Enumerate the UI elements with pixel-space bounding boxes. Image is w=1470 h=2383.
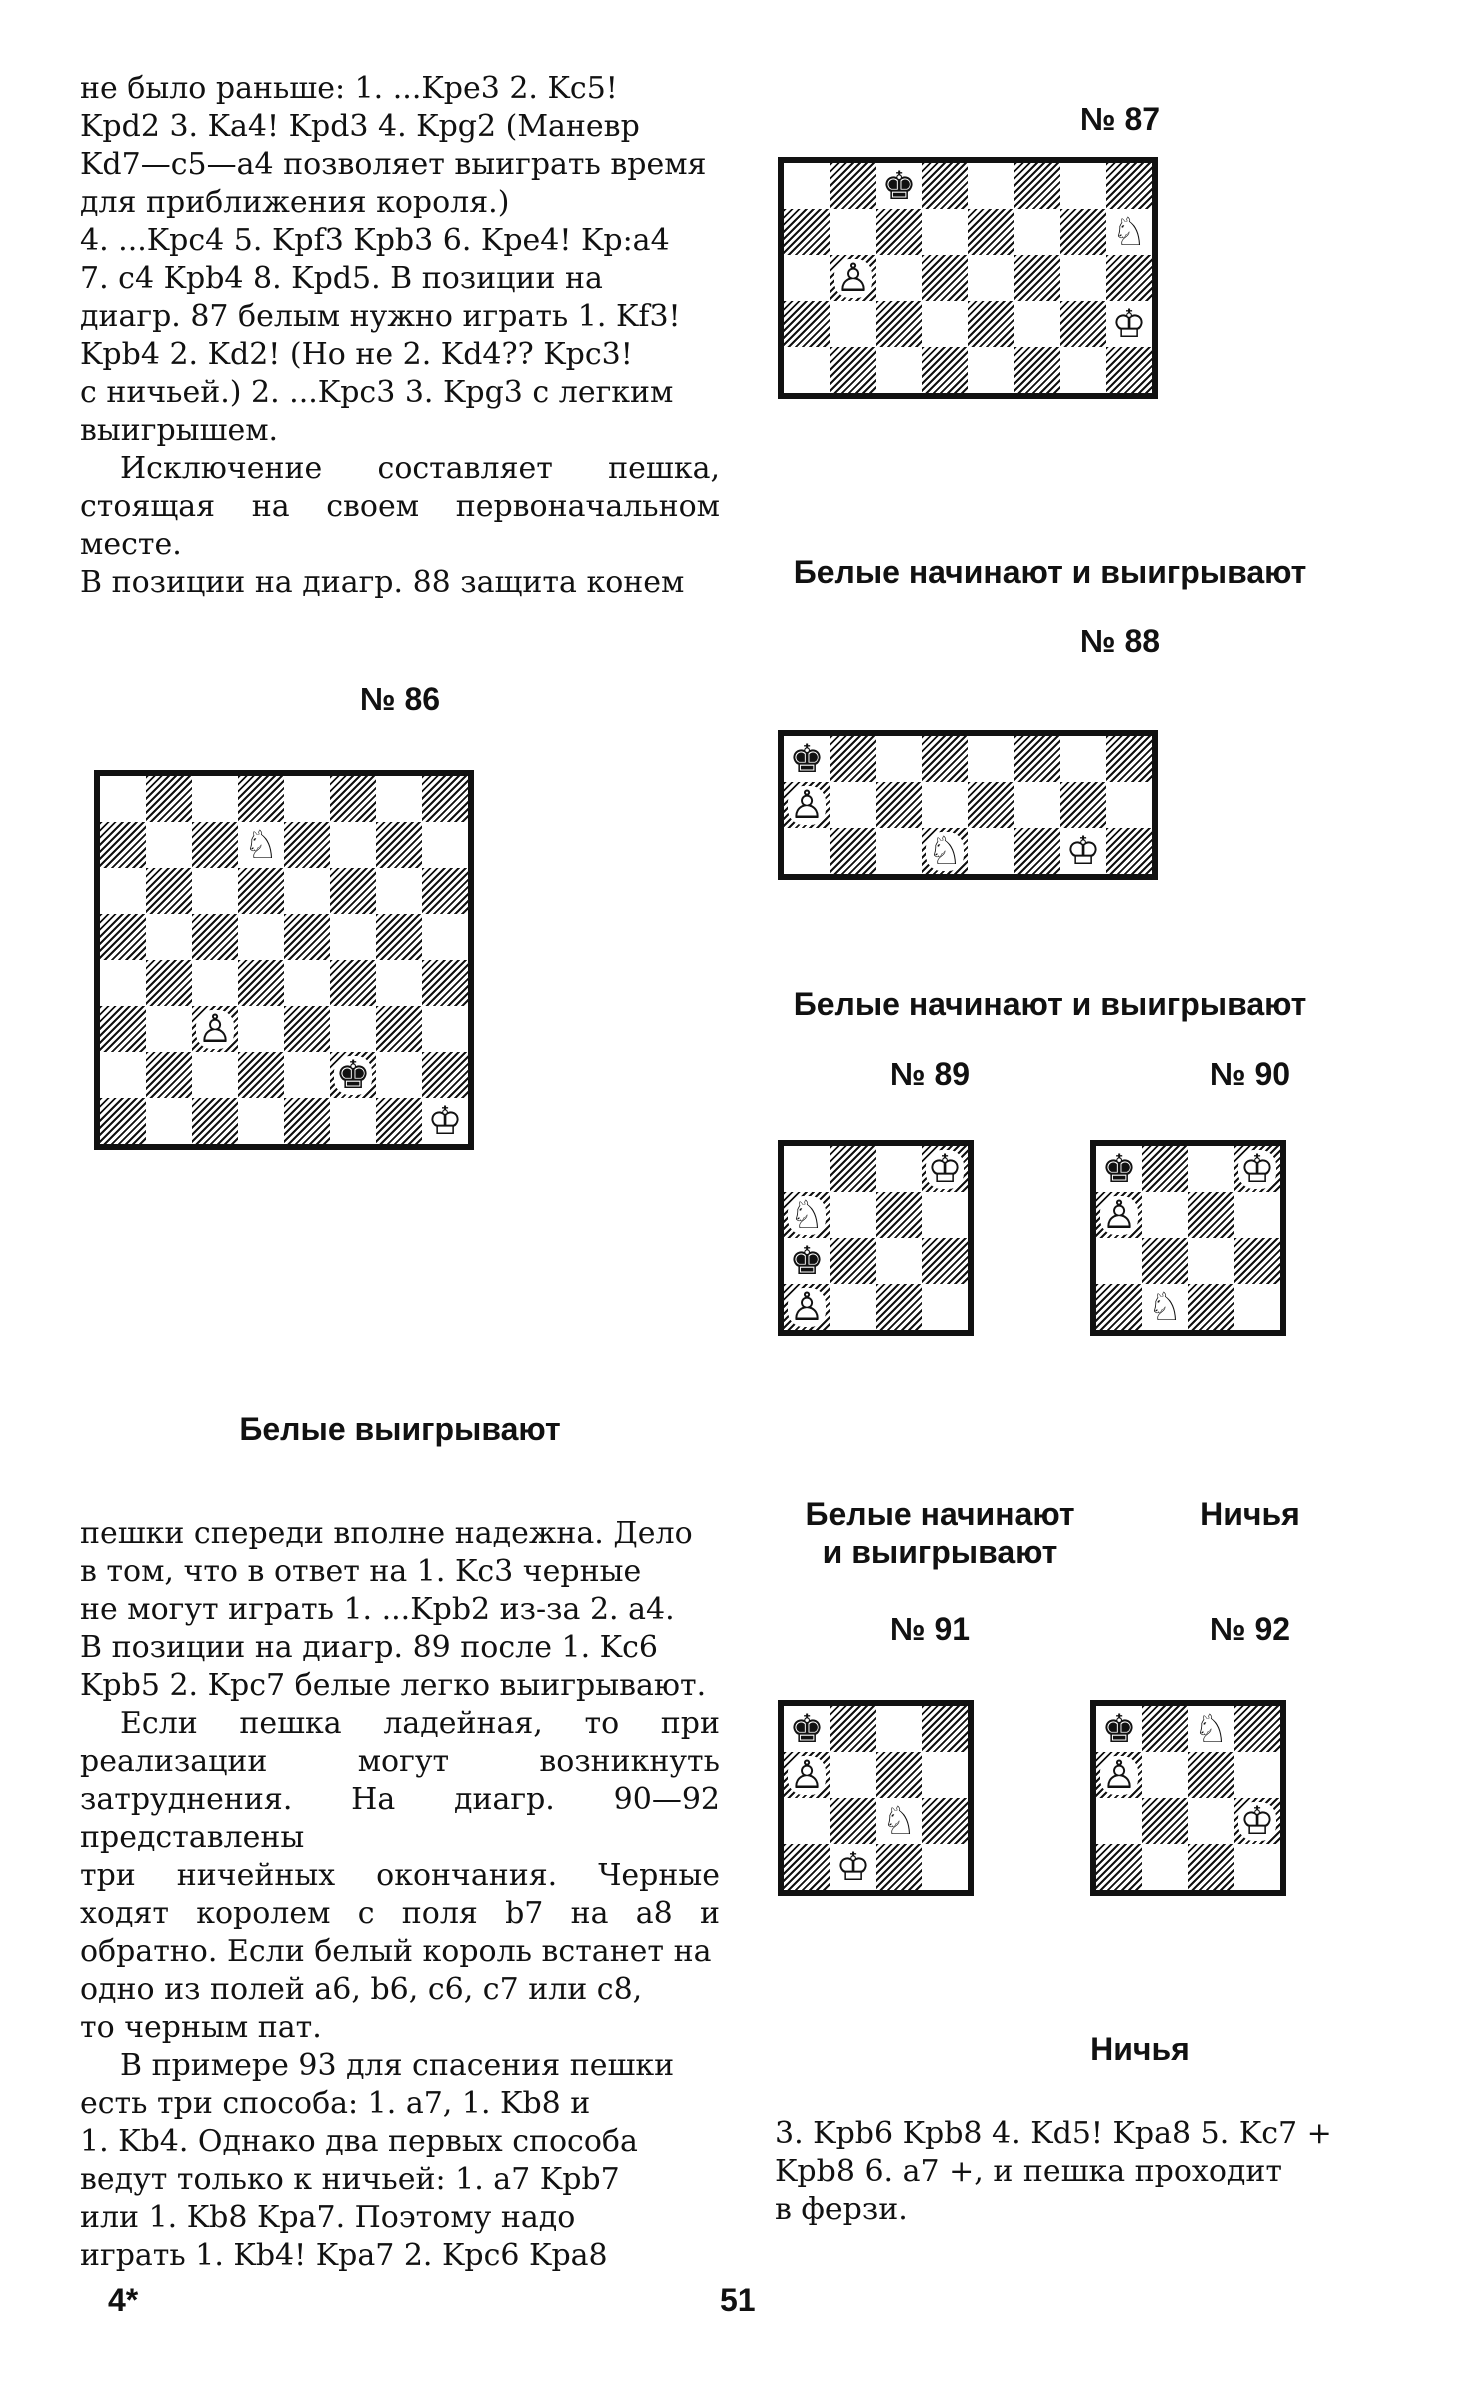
board-square: [1096, 1238, 1142, 1284]
board-square: [830, 782, 876, 828]
board-square: [1188, 1192, 1234, 1238]
board-square: [284, 1006, 330, 1052]
white-knight-icon: ♘: [1111, 209, 1147, 255]
board-square: [876, 828, 922, 874]
board-square: [1142, 1284, 1188, 1330]
black-king-icon: ♚: [335, 1052, 371, 1098]
chess-board: [94, 770, 474, 1150]
board-square: [1142, 1192, 1188, 1238]
board-square: [238, 960, 284, 1006]
paragraph: 3. Kpb6 Kpb8 4. Kd5! Kpa8 5. Kc7 + Kpb8 6. a7 +, и пешка проходит в ферзи.: [775, 2116, 1332, 2227]
board-square: [830, 1146, 876, 1192]
board-square: [422, 960, 468, 1006]
board-square: [422, 1052, 468, 1098]
white-king-icon: [1234, 1146, 1280, 1192]
board-square: [100, 1052, 146, 1098]
board-square: [968, 736, 1014, 782]
board-square: [100, 776, 146, 822]
board-square: [830, 347, 876, 393]
board-square: [1234, 1192, 1280, 1238]
board-square: [1234, 1844, 1280, 1890]
board-square: [922, 1238, 968, 1284]
white-pawn-icon: [192, 1006, 238, 1052]
board-square: [1188, 1798, 1234, 1844]
board-square: [376, 868, 422, 914]
board-square: [422, 1006, 468, 1052]
board-square: [146, 776, 192, 822]
board-square: [784, 1706, 830, 1752]
board-square: [1234, 1238, 1280, 1284]
black-king-icon: [1096, 1146, 1142, 1192]
black-king-icon: [784, 1706, 830, 1752]
board-square: [784, 736, 830, 782]
board-square: [1014, 347, 1060, 393]
board-square: [922, 1706, 968, 1752]
board-square: [876, 1752, 922, 1798]
white-king-icon: ♔: [927, 1146, 963, 1192]
board-square: [1014, 209, 1060, 255]
diagram-number: № 91: [889, 1611, 971, 1647]
page-number: 51: [720, 2282, 756, 2318]
white-king-icon: [922, 1146, 968, 1192]
board-square: [192, 1006, 238, 1052]
white-knight-icon: [238, 822, 284, 868]
board-square: [922, 1284, 968, 1330]
board-square: [876, 301, 922, 347]
board-square: [192, 868, 238, 914]
white-king-icon: [1106, 301, 1152, 347]
board-square: [968, 255, 1014, 301]
board-square: [830, 209, 876, 255]
board-square: [1096, 1798, 1142, 1844]
white-knight-icon: ♘: [927, 828, 963, 874]
board-square: [784, 1238, 830, 1284]
white-pawn-icon: ♙: [835, 255, 871, 301]
black-king-icon: [784, 736, 830, 782]
board-square: [330, 914, 376, 960]
white-pawn-icon: [830, 255, 876, 301]
board-square: [1060, 255, 1106, 301]
board-square: [330, 1098, 376, 1144]
board-square: [876, 1798, 922, 1844]
chess-board: [778, 1700, 974, 1896]
board-square: [876, 1146, 922, 1192]
board-square: [422, 776, 468, 822]
board-square: [968, 347, 1014, 393]
black-king-icon: ♚: [789, 1706, 825, 1752]
board-square: [1014, 163, 1060, 209]
board-square: [192, 822, 238, 868]
board-square: [1096, 1284, 1142, 1330]
board-square: [784, 782, 830, 828]
white-king-icon: [830, 1844, 876, 1890]
board-square: [784, 1798, 830, 1844]
board-square: [1142, 1238, 1188, 1284]
board-square: [784, 301, 830, 347]
white-king-icon: ♔: [1065, 828, 1101, 874]
board-square: [238, 822, 284, 868]
white-pawn-icon: [1096, 1192, 1142, 1238]
board-square: [784, 255, 830, 301]
white-knight-icon: ♘: [1147, 1284, 1183, 1330]
board-square: [1060, 347, 1106, 393]
board-square: [192, 1098, 238, 1144]
board-square: [100, 914, 146, 960]
board-square: [876, 163, 922, 209]
board-square: [376, 1006, 422, 1052]
board-square: [784, 163, 830, 209]
board-square: [784, 1146, 830, 1192]
board-square: [922, 347, 968, 393]
board-square: [192, 914, 238, 960]
board-square: [784, 1844, 830, 1890]
board-square: [968, 163, 1014, 209]
black-king-icon: [330, 1052, 376, 1098]
chess-board: [1090, 1140, 1286, 1336]
white-pawn-icon: ♙: [197, 1006, 233, 1052]
board-square: [100, 1098, 146, 1144]
board-square: [192, 1052, 238, 1098]
board-square: [1188, 1146, 1234, 1192]
white-king-icon: ♔: [1239, 1146, 1275, 1192]
white-pawn-icon: [784, 1284, 830, 1330]
white-king-icon: ♔: [1111, 301, 1147, 347]
board-square: [376, 822, 422, 868]
white-king-icon: [1060, 828, 1106, 874]
black-king-icon: ♚: [789, 1238, 825, 1284]
diagram-caption: Белые начинают и выигрывают: [793, 986, 1307, 1022]
board-square: [1142, 1798, 1188, 1844]
board-square: [876, 782, 922, 828]
board-square: [146, 822, 192, 868]
white-knight-icon: [922, 828, 968, 874]
board-square: [146, 1052, 192, 1098]
board-square: [922, 1798, 968, 1844]
board-square: [1106, 163, 1152, 209]
black-king-icon: ♚: [881, 163, 917, 209]
board-square: [422, 1098, 468, 1144]
diagram-number: № 89: [889, 1056, 971, 1092]
board-square: [784, 1752, 830, 1798]
board-square: [238, 1006, 284, 1052]
board-square: [1060, 828, 1106, 874]
black-king-icon: [1096, 1706, 1142, 1752]
board-square: [238, 868, 284, 914]
board-square: [284, 822, 330, 868]
board-square: [1234, 1706, 1280, 1752]
board-square: [1142, 1844, 1188, 1890]
board-square: [192, 776, 238, 822]
diagram-caption: Ничья: [1090, 2031, 1190, 2067]
board-square: [1188, 1844, 1234, 1890]
board-square: [830, 1752, 876, 1798]
white-knight-icon: [876, 1798, 922, 1844]
white-king-icon: ♔: [1239, 1798, 1275, 1844]
board-square: [1096, 1752, 1142, 1798]
paragraph: пешки спереди вполне надежна. Дело в том, что в ответ на 1. Kc3 черные не могут играть 1. ...Kpb2 из-за 2. a4. В позиции на диагр. 89 после 1. Kc6 Kpb5 2. Kpc7 белые легко выигрывают.: [80, 1516, 707, 1703]
board-square: [1106, 301, 1152, 347]
white-knight-icon: [1106, 209, 1152, 255]
white-pawn-icon: [784, 782, 830, 828]
black-king-icon: ♚: [1101, 1146, 1137, 1192]
board-square: [784, 209, 830, 255]
board-square: [376, 960, 422, 1006]
board-square: [876, 1238, 922, 1284]
board-square: [922, 828, 968, 874]
paragraph: В примере 93 для спасения пешки есть три способа: 1. a7, 1. Kb8 и 1. Kb4. Однако два первых способа ведут только к ничьей: 1. a7 Kpb7 или 1. Kb8 Kpa7. Поэтому надо играть 1. Kb4! Kpa7 2. Kpc6 Kpa8: [80, 2048, 675, 2273]
diagram-number: № 88: [1079, 623, 1161, 659]
board-square: [784, 1192, 830, 1238]
chess-board: [778, 157, 1158, 399]
board-square: [330, 776, 376, 822]
board-square: [1142, 1146, 1188, 1192]
board-square: [1014, 782, 1060, 828]
board-square: [784, 828, 830, 874]
board-square: [146, 1006, 192, 1052]
board-square: [1060, 163, 1106, 209]
board-square: [146, 914, 192, 960]
board-square: [1096, 1706, 1142, 1752]
board-square: [100, 868, 146, 914]
white-pawn-icon: [1096, 1752, 1142, 1798]
board-square: [284, 868, 330, 914]
board-square: [1106, 828, 1152, 874]
board-square: [284, 914, 330, 960]
board-square: [830, 1238, 876, 1284]
board-square: [1060, 209, 1106, 255]
board-square: [1096, 1844, 1142, 1890]
white-king-icon: ♔: [835, 1844, 871, 1890]
board-square: [1188, 1752, 1234, 1798]
board-square: [922, 736, 968, 782]
white-knight-icon: [1142, 1284, 1188, 1330]
board-square: [830, 255, 876, 301]
board-square: [1106, 255, 1152, 301]
board-square: [192, 960, 238, 1006]
board-square: [376, 1098, 422, 1144]
paragraph: Если пешка ладейная, то при реализации могут возникнуть затруднения. На диагр. 90—92 представлены три ничейных окончания. Черные ходят королем с поля b7 на a8 и обратно. Если белый король встанет на одно из полей a6, b6, c6, c7 или c8, то черным пат.: [80, 1706, 720, 2045]
board-square: [330, 822, 376, 868]
board-square: [376, 1052, 422, 1098]
diagram-number: № 92: [1209, 1611, 1291, 1647]
board-square: [830, 163, 876, 209]
white-knight-icon: [784, 1192, 830, 1238]
diagram-caption: Белые начинают и выигрывают: [793, 554, 1307, 590]
board-square: [330, 960, 376, 1006]
board-square: [1234, 1798, 1280, 1844]
left-column-bottom: [80, 1515, 720, 2275]
board-square: [876, 1844, 922, 1890]
white-knight-icon: ♘: [881, 1798, 917, 1844]
diagram-caption: Белые выигрывают: [239, 1411, 561, 1447]
board-square: [830, 736, 876, 782]
board-square: [922, 1192, 968, 1238]
board-square: [238, 1052, 284, 1098]
board-square: [876, 1192, 922, 1238]
board-square: [876, 736, 922, 782]
board-square: [1106, 347, 1152, 393]
white-king-icon: ♔: [427, 1098, 463, 1144]
board-square: [146, 960, 192, 1006]
board-square: [1014, 301, 1060, 347]
board-square: [968, 209, 1014, 255]
paragraph: не было раньше: 1. ...Kpe3 2. Kc5! Kpd2 3. Ka4! Kpd3 4. Kpg2 (Маневр Kd7—c5—a4 позволяет выиграть время для приближения короля.) 4. ...Kpc4 5. Kpf3 Kpb3 6. Kpe4! Kp:a4 7. c4 Kpb4 8. Kpd5. В позиции на диагр. 87 белым нужно играть 1. Kf3! Kpb4 2. Kd2! (Но не 2. Kd4?? Kpc3! с ничьей.) 2. ...Kpc3 3. Kpg3 с легким выигрышем.: [80, 71, 707, 448]
board-square: [376, 776, 422, 822]
board-square: [284, 1052, 330, 1098]
board-square: [100, 822, 146, 868]
board-square: [1060, 782, 1106, 828]
board-square: [1096, 1146, 1142, 1192]
board-square: [1234, 1146, 1280, 1192]
board-square: [830, 1706, 876, 1752]
white-pawn-icon: ♙: [789, 782, 825, 828]
board-square: [1014, 255, 1060, 301]
diagram-caption: Белые начинают и выигрывают: [805, 1496, 1075, 1570]
board-square: [1188, 1706, 1234, 1752]
white-knight-icon: ♘: [789, 1192, 825, 1238]
board-square: [376, 914, 422, 960]
board-square: [238, 776, 284, 822]
board-square: [922, 163, 968, 209]
board-square: [876, 1706, 922, 1752]
board-square: [830, 828, 876, 874]
chess-board: [778, 730, 1158, 880]
board-square: [830, 1844, 876, 1890]
board-square: [922, 1146, 968, 1192]
board-square: [876, 255, 922, 301]
board-square: [330, 1006, 376, 1052]
board-square: [100, 960, 146, 1006]
chess-board: [778, 1140, 974, 1336]
white-pawn-icon: ♙: [789, 1752, 825, 1798]
white-knight-icon: [1188, 1706, 1234, 1752]
white-knight-icon: ♘: [1193, 1706, 1229, 1752]
right-column-text: [775, 2115, 1405, 2229]
diagram-number: № 90: [1209, 1056, 1291, 1092]
board-square: [146, 1098, 192, 1144]
black-king-icon: ♚: [789, 736, 825, 782]
board-square: [422, 868, 468, 914]
board-square: [1142, 1706, 1188, 1752]
diagram-number: № 86: [359, 681, 441, 717]
board-square: [1234, 1284, 1280, 1330]
board-square: [784, 1284, 830, 1330]
board-square: [1188, 1284, 1234, 1330]
board-square: [284, 776, 330, 822]
left-column-top: [80, 70, 720, 602]
board-square: [1142, 1752, 1188, 1798]
chess-board: [1090, 1700, 1286, 1896]
board-square: [1060, 736, 1106, 782]
board-square: [1014, 828, 1060, 874]
diagram-number: № 87: [1079, 101, 1161, 137]
board-square: [1234, 1752, 1280, 1798]
board-square: [284, 960, 330, 1006]
board-square: [1188, 1238, 1234, 1284]
board-square: [830, 1798, 876, 1844]
board-square: [968, 782, 1014, 828]
board-square: [100, 1006, 146, 1052]
board-square: [238, 914, 284, 960]
board-square: [830, 1284, 876, 1330]
white-pawn-icon: ♙: [1101, 1752, 1137, 1798]
board-square: [830, 1192, 876, 1238]
diagram-caption: Ничья: [1200, 1496, 1300, 1532]
white-king-icon: [422, 1098, 468, 1144]
board-square: [922, 255, 968, 301]
board-square: [422, 914, 468, 960]
white-king-icon: [1234, 1798, 1280, 1844]
board-square: [830, 301, 876, 347]
white-pawn-icon: ♙: [1101, 1192, 1137, 1238]
black-king-icon: ♚: [1101, 1706, 1137, 1752]
board-square: [330, 1052, 376, 1098]
white-knight-icon: ♘: [243, 822, 279, 868]
board-square: [146, 868, 192, 914]
board-square: [284, 1098, 330, 1144]
board-square: [1106, 782, 1152, 828]
board-square: [1096, 1192, 1142, 1238]
signature-mark: 4*: [108, 2282, 139, 2318]
board-square: [1060, 301, 1106, 347]
black-king-icon: [784, 1238, 830, 1284]
white-pawn-icon: [784, 1752, 830, 1798]
board-square: [922, 209, 968, 255]
board-square: [968, 301, 1014, 347]
board-square: [1106, 736, 1152, 782]
board-square: [784, 347, 830, 393]
board-square: [922, 1752, 968, 1798]
board-square: [1106, 209, 1152, 255]
board-square: [422, 822, 468, 868]
board-square: [922, 782, 968, 828]
board-square: [968, 828, 1014, 874]
board-square: [876, 1284, 922, 1330]
board-square: [1014, 736, 1060, 782]
board-square: [876, 347, 922, 393]
board-square: [330, 868, 376, 914]
black-king-icon: [876, 163, 922, 209]
board-square: [238, 1098, 284, 1144]
board-square: [876, 209, 922, 255]
board-square: [922, 1844, 968, 1890]
white-pawn-icon: ♙: [789, 1284, 825, 1330]
board-square: [922, 301, 968, 347]
paragraph: Исключение составляет пешка, стоящая на своем первоначальном месте. В позиции на диагр. 88 защита конем: [80, 451, 720, 600]
